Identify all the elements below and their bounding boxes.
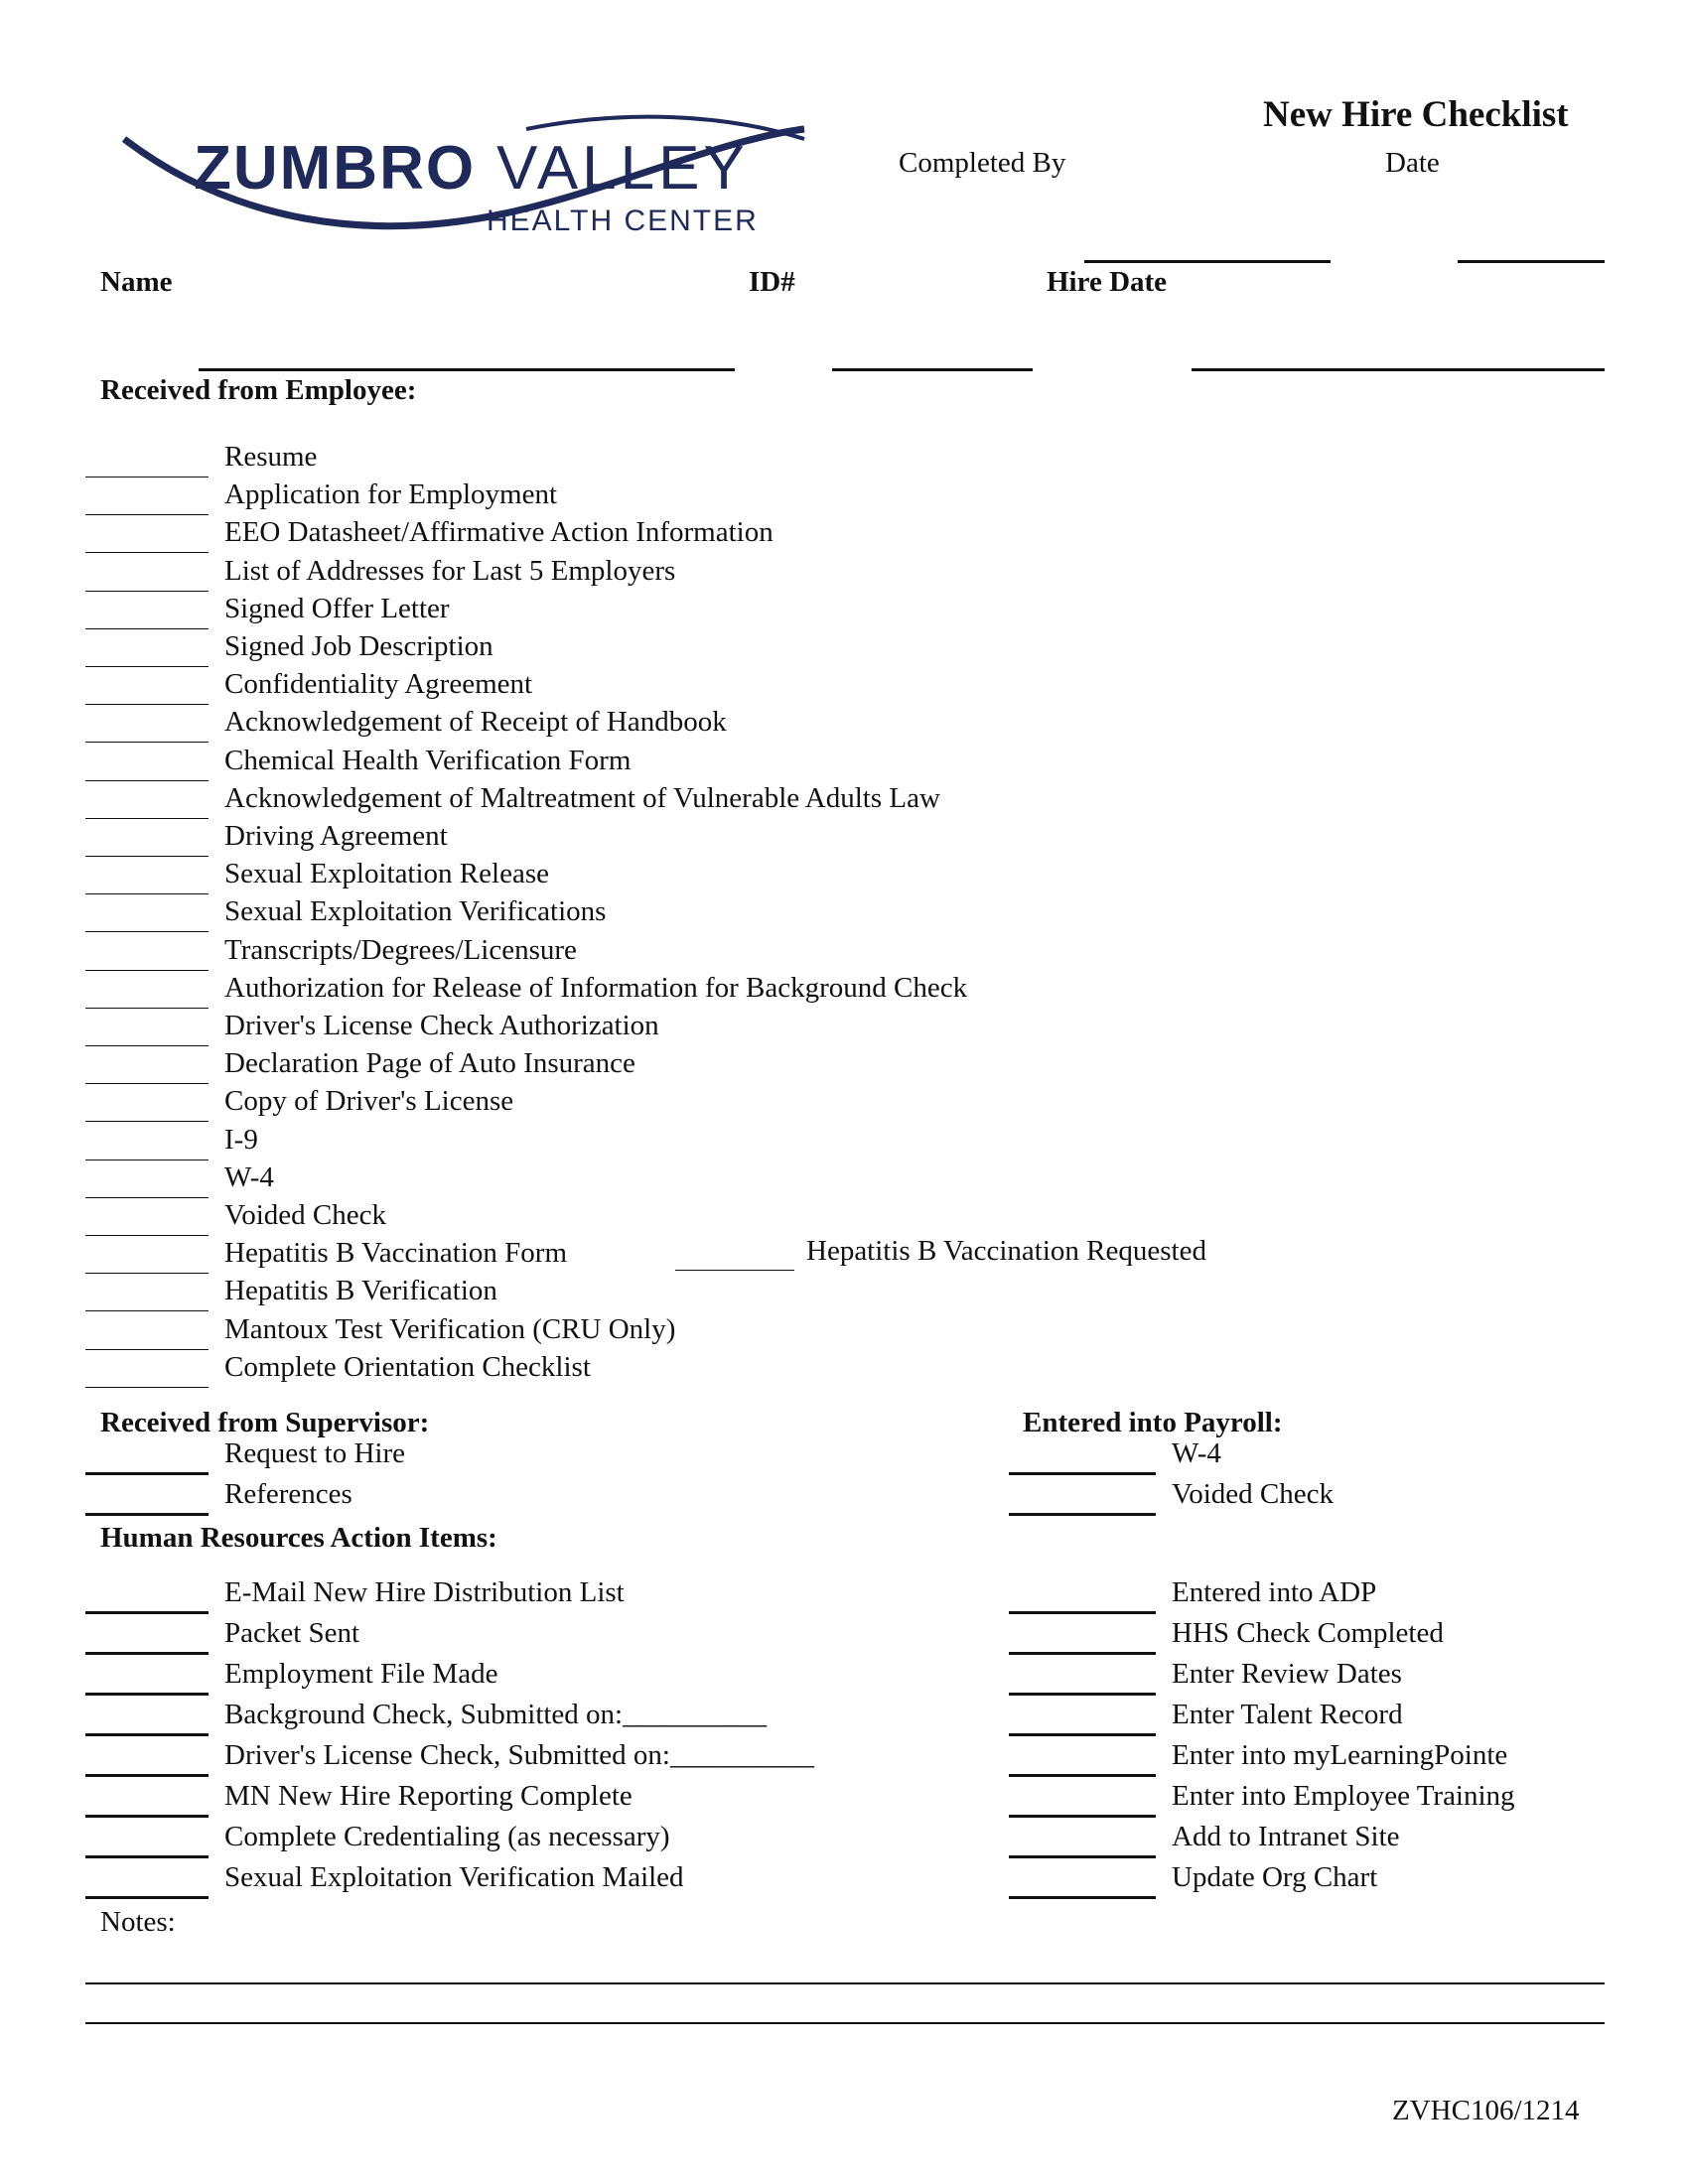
check-blank[interactable] (85, 477, 209, 478)
check-blank[interactable] (85, 1896, 209, 1899)
check-blank[interactable] (85, 856, 209, 857)
checklist-item-label: Entered into ADP (1172, 1576, 1377, 1608)
checklist-item-label: Chemical Health Verification Form (224, 744, 632, 776)
entered-into-payroll-heading: Entered into Payroll: (1023, 1407, 1283, 1438)
received-from-employee-heading: Received from Employee: (100, 374, 417, 406)
check-blank[interactable] (85, 1349, 209, 1350)
check-blank[interactable] (1009, 1693, 1156, 1696)
check-blank[interactable] (85, 1472, 209, 1475)
checklist-item-label: HHS Check Completed (1172, 1617, 1444, 1649)
checklist-item-label: Enter Review Dates (1172, 1658, 1402, 1690)
check-blank[interactable] (1009, 1472, 1156, 1475)
checklist-item-label: Confidentiality Agreement (224, 668, 533, 701)
checklist-item-label: Enter Talent Record (1172, 1699, 1403, 1730)
id-label: ID# (749, 266, 795, 298)
check-blank[interactable] (85, 1855, 209, 1858)
check-blank[interactable] (85, 1310, 209, 1311)
checklist-item-label: Declaration Page of Auto Insurance (224, 1047, 635, 1080)
check-blank[interactable] (85, 666, 209, 667)
check-blank[interactable] (1009, 1652, 1156, 1655)
checklist-item-label: Sexual Exploitation Verifications (224, 895, 607, 928)
checklist-item-label: Mantoux Test Verification (CRU Only) (224, 1312, 676, 1345)
check-blank[interactable] (1009, 1774, 1156, 1777)
checklist-item-label: Hepatitis B Vaccination Form (224, 1237, 567, 1270)
check-blank[interactable] (85, 1774, 209, 1777)
check-blank[interactable] (1009, 1855, 1156, 1858)
check-blank[interactable] (85, 1083, 209, 1084)
checklist-item-label: Background Check, Submitted on:__________ (224, 1699, 768, 1730)
name-label: Name (100, 266, 173, 298)
notes-line-1[interactable] (85, 1982, 1605, 1984)
check-blank[interactable] (85, 970, 209, 971)
svg-text:VALLEY: VALLEY (496, 134, 749, 203)
check-blank[interactable] (1009, 1815, 1156, 1818)
hr-action-items-heading: Human Resources Action Items: (100, 1522, 497, 1554)
check-blank[interactable] (85, 1733, 209, 1736)
checklist-item-label: Driver's License Check, Submitted on:__________ (224, 1739, 814, 1771)
check-blank[interactable] (85, 893, 209, 894)
check-blank[interactable] (85, 628, 209, 629)
svg-text:HEALTH CENTER: HEALTH CENTER (487, 205, 759, 237)
checklist-item-label: Employment File Made (224, 1658, 498, 1690)
checklist-item-label: Acknowledgement of Receipt of Handbook (224, 706, 727, 739)
form-code: ZVHC106/1214 (1392, 2095, 1580, 2126)
check-blank[interactable] (85, 1235, 209, 1236)
checklist-item-label: Voided Check (224, 1199, 386, 1231)
checklist-item-label: Enter into Employee Training (1172, 1780, 1515, 1812)
check-blank[interactable] (85, 1815, 209, 1818)
checklist-item-label: Signed Offer Letter (224, 592, 450, 624)
svg-text:ZUMBRO: ZUMBRO (194, 134, 477, 203)
received-from-supervisor-heading: Received from Supervisor: (100, 1407, 430, 1438)
checklist-item-label: Hepatitis B Verification (224, 1275, 497, 1307)
check-blank[interactable] (85, 742, 209, 743)
date-label: Date (1385, 147, 1440, 179)
checklist-item-label: Enter into myLearningPointe (1172, 1739, 1508, 1771)
completed-by-label: Completed By (899, 147, 1066, 179)
check-blank[interactable] (85, 591, 209, 592)
completed-by-field[interactable] (1084, 260, 1331, 263)
check-blank[interactable] (85, 1045, 209, 1046)
checklist-item-label: Authorization for Release of Information for Background Check (224, 971, 968, 1004)
check-blank[interactable] (85, 1513, 209, 1516)
checklist-item-label: Update Org Chart (1172, 1861, 1378, 1893)
hire-date-field[interactable] (1192, 368, 1605, 371)
check-blank[interactable] (1009, 1733, 1156, 1736)
checklist-item-label: Complete Credentialing (as necessary) (224, 1821, 670, 1852)
zumbro-valley-logo (109, 99, 844, 258)
hep-b-requested-blank[interactable] (675, 1270, 794, 1271)
check-blank[interactable] (85, 1652, 209, 1655)
check-blank[interactable] (85, 1121, 209, 1122)
checklist-item-label: W-4 (224, 1160, 274, 1193)
form-title: New Hire Checklist (1263, 94, 1569, 135)
checklist-item-label: Application for Employment (224, 478, 558, 511)
checklist-item-label: Sexual Exploitation Verification Mailed (224, 1861, 684, 1893)
name-field[interactable] (199, 368, 735, 371)
checklist-item-label: W-4 (1172, 1437, 1221, 1469)
checklist-item-label: E-Mail New Hire Distribution List (224, 1576, 625, 1608)
check-blank[interactable] (85, 1273, 209, 1274)
check-blank[interactable] (85, 1197, 209, 1198)
check-blank[interactable] (85, 1611, 209, 1614)
checklist-item-label: Sexual Exploitation Release (224, 858, 549, 890)
check-blank[interactable] (85, 514, 209, 515)
checklist-item-label: Copy of Driver's License (224, 1085, 514, 1118)
check-blank[interactable] (85, 552, 209, 553)
checklist-item-label: Driving Agreement (224, 820, 448, 852)
checklist-item-label: Resume (224, 441, 318, 473)
checklist-item-label: Add to Intranet Site (1172, 1821, 1400, 1852)
notes-line-2[interactable] (85, 2022, 1605, 2024)
check-blank[interactable] (85, 1387, 209, 1388)
checklist-item-label: EEO Datasheet/Affirmative Action Information (224, 516, 774, 549)
checklist-item-label: List of Addresses for Last 5 Employers (224, 554, 676, 587)
checklist-item-label: Packet Sent (224, 1617, 360, 1649)
id-field[interactable] (832, 368, 1033, 371)
checklist-item-label: Signed Job Description (224, 630, 493, 662)
check-blank[interactable] (85, 704, 209, 705)
check-blank[interactable] (85, 780, 209, 781)
check-blank[interactable] (85, 1008, 209, 1009)
checklist-item-label: Request to Hire (224, 1437, 406, 1469)
checklist-item-label: I-9 (224, 1123, 258, 1156)
check-blank[interactable] (85, 1693, 209, 1696)
checklist-item-label: Transcripts/Degrees/Licensure (224, 933, 577, 966)
hire-date-label: Hire Date (1047, 266, 1168, 298)
notes-label: Notes: (100, 1906, 176, 1938)
checklist-item-label: MN New Hire Reporting Complete (224, 1780, 633, 1812)
check-blank[interactable] (1009, 1611, 1156, 1614)
check-blank[interactable] (85, 931, 209, 932)
checklist-item-label: Voided Check (1172, 1478, 1334, 1510)
check-blank[interactable] (1009, 1513, 1156, 1516)
checklist-item-label: Complete Orientation Checklist (224, 1350, 591, 1383)
hep-b-requested-label: Hepatitis B Vaccination Requested (806, 1235, 1206, 1267)
checklist-item-label: Driver's License Check Authorization (224, 1010, 659, 1041)
check-blank[interactable] (85, 818, 209, 819)
date-field[interactable] (1458, 260, 1605, 263)
check-blank[interactable] (1009, 1896, 1156, 1899)
checklist-item-label: Acknowledgement of Maltreatment of Vulnerable Adults Law (224, 781, 940, 814)
checklist-item-label: References (224, 1478, 352, 1510)
